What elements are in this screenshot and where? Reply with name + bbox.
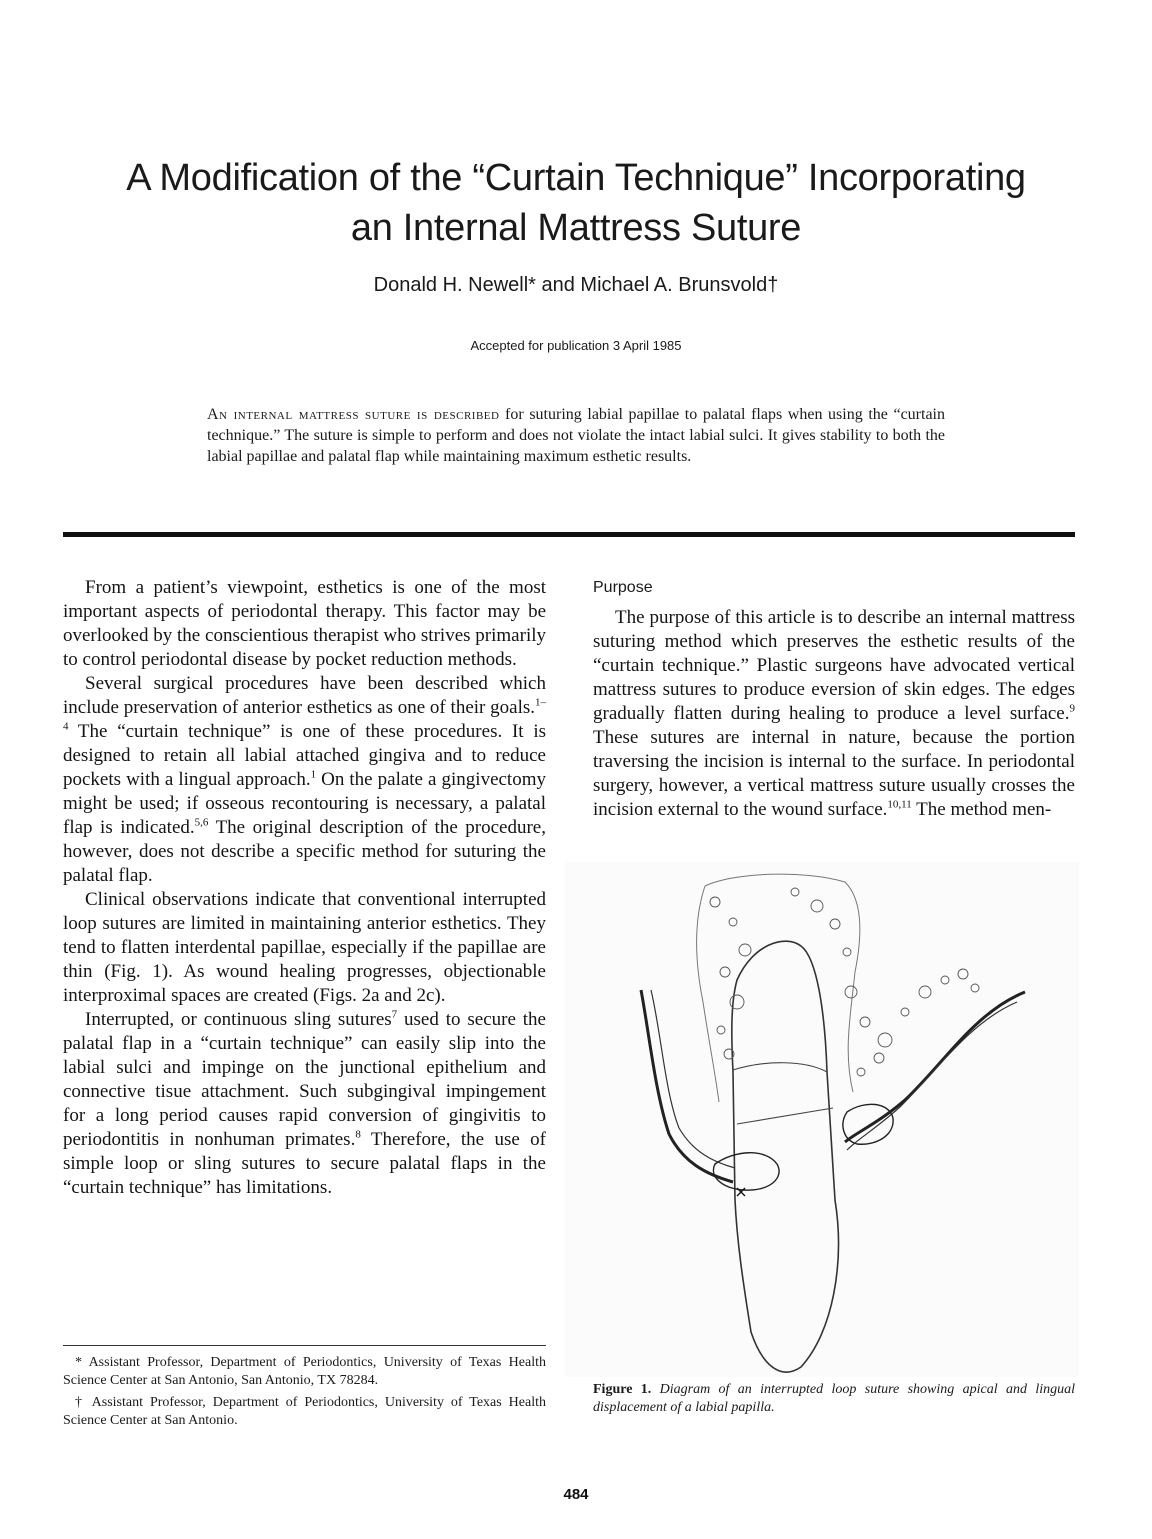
accepted-date: Accepted for publication 3 April 1985 — [470, 338, 682, 353]
reference-superscript: 1 — [310, 768, 317, 781]
footnote-2: † Assistant Professor, Department of Periodontics, University of Texas Health Science Center at San Antonio. — [63, 1395, 546, 1428]
paragraph: From a patient’s viewpoint, esthetics is one of the most important aspects of periodontal therapy. This factor may be overlooked by the conscientious therapist who strives primarily to control periodontal disease by pocket reduction methods. — [63, 577, 546, 670]
paragraph: Clinical observations indicate that conventional interrupted loop sutures are limited in maintaining anterior esthetics. They tend to flatten interdental papillae, especially if the papillae are thin (Fig. 1). As wound healing progresses, objectionable interproximal spaces are created (Figs. 2a and 2c). — [63, 889, 546, 1006]
reference-superscript: 9 — [1069, 702, 1075, 715]
footnote-1: * Assistant Professor, Department of Periodontics, University of Texas Health Science Center at San Antonio, San Antonio, TX 78284. — [63, 1355, 546, 1388]
reference-superscript: 8 — [355, 1128, 361, 1141]
paragraph: Several surgical procedures have been described which include preservation of anterior esthetics as one of their goals.$^{1-4}$ The “curtain technique” is one of these procedures. It is designed to retain all labial attached gingiva and to reduce pockets with a lingual approach.$^1$ On the palate a gingivectomy might be used; if osseous recontouring is necessary, a palatal flap is indicated.$^{5,6}$ The original description of the procedure, however, does not describe a specific method for suturing the palatal flap. — [63, 673, 546, 886]
author-line: Donald H. Newell* and Michael A. Brunsvold† — [373, 274, 779, 296]
title-line-2: an Internal Mattress Suture — [350, 207, 802, 249]
reference-superscript: 7 — [391, 1008, 398, 1021]
reference-superscript: 1–4 — [63, 696, 546, 733]
paragraph: Interrupted, or continuous sling sutures$^7$ used to secure the palatal flap in a “curtain technique” can easily slip into the labial sulci and impinge on the junctional epithelium and connective tisue attachment. Such subgingival impingement for a long period causes rapid conversion of gingivitis to periodontitis in nonhuman primates.$^8$ Therefore, the use of simple loop or sling sutures to secure palatal flaps in the “curtain technique” has limitations. — [63, 1008, 546, 1198]
paragraph: The purpose of this article is to describe an internal mattress suturing method which preserves the esthetic results of the “curtain technique.” Plastic surgeons have advocated vertical mattress sutures to produce eversion of skin edges. The edges gradually flatten during healing to produce a level surface.$^9$ These sutures are internal in nature, because the portion traversing the incision is internal to the surface. In periodontal surgery, however, a vertical mattress suture usually crosses the incision external to the wound surface.$^{10,11}$ The method men- — [593, 607, 1075, 820]
abstract — [207, 404, 945, 467]
figure-1-caption — [593, 1381, 1075, 1417]
figure-caption-text: Diagram of an interrupted loop suture showing apical and lingual displacement of a labial papilla. — [593, 1382, 1075, 1415]
reference-superscript: 10,11 — [887, 798, 912, 811]
footnotes — [63, 1354, 546, 1434]
figure-label: Figure 1. — [593, 1382, 652, 1397]
section-heading-purpose: Purpose — [593, 579, 653, 596]
abstract-text: for suturing labial papillae to palatal flaps when using the “curtain technique.” The suture is simple to perform and does not violate the intact labial sulci. It gives stability to both the labial papillae and palatal flap while maintaining maximum esthetic results. — [207, 406, 946, 465]
reference-superscript: 5,6 — [194, 816, 209, 829]
abstract-lead: An internal mattress suture is described — [207, 406, 500, 423]
left-column — [63, 576, 546, 1200]
right-column — [593, 576, 1075, 822]
title-line-1: A Modification of the “Curtain Technique” Incorporating — [126, 157, 1026, 199]
suture-diagram-illustration — [565, 862, 1079, 1377]
section-divider — [63, 532, 1075, 537]
article-title — [40, 153, 1112, 253]
figure-1-diagram — [565, 862, 1079, 1377]
page-number: 484 — [563, 1486, 589, 1503]
footnote-divider — [63, 1345, 546, 1346]
